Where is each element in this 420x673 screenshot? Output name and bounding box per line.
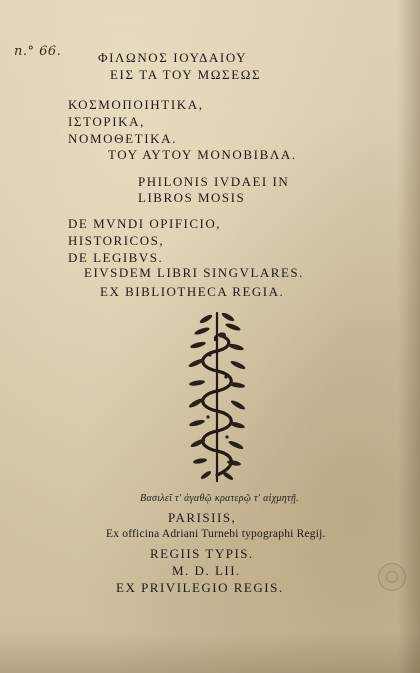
greek-title-line-3: ΚΟΣΜΟΠΟΙΗΤΙΚΑ, <box>68 97 204 112</box>
latin-title-line-6: EIVSDEM LIBRI SINGVLARES. <box>84 265 304 280</box>
device-motto: Βασιλεῖ τ' ἀγαθῷ κρατερῷ τ' αἰχμητῇ. <box>140 493 299 504</box>
greek-title-line-4: ΙΣΤΟΡΙΚΑ, <box>68 114 145 129</box>
latin-title-line-1: PHILONIS IVDAEI IN <box>138 174 290 189</box>
olive-branch-serpent-device <box>186 305 248 485</box>
latin-title-line-5: DE LEGIBVS. <box>68 250 164 265</box>
latin-title-line-7: EX BIBLIOTHECA REGIA. <box>100 284 285 299</box>
greek-title-line-6: ΤΟΥ ΑΥΤΟΥ ΜΟΝΟΒΙΒΛΑ. <box>108 147 297 162</box>
imprint-types: REGIIS TYPIS. <box>150 546 254 561</box>
imprint-city: PARISIIS, <box>168 510 237 525</box>
greek-title-line-2: ΕΙΣ ΤΑ ΤΟΥ ΜΩΣΕΩΣ <box>110 67 262 82</box>
latin-title-line-2: LIBROS MOSIS <box>138 190 246 205</box>
greek-title-line-1: ΦΙΛΩΝΟΣ ΙΟΥΔΑΙΟΥ <box>98 50 248 65</box>
imprint-privilege: EX PRIVILEGIO REGIS. <box>116 580 284 595</box>
handwritten-shelfmark: n.° 66. <box>14 44 62 59</box>
page-bottom-shadow <box>0 633 420 673</box>
library-stamp <box>378 563 406 591</box>
latin-title-line-4: HISTORICOS, <box>68 233 165 248</box>
imprint-year: M. D. LII. <box>172 563 241 578</box>
greek-title-line-5: ΝΟΜΟΘΕΤΙΚΑ. <box>68 131 177 146</box>
latin-title-line-3: DE MVNDI OPIFICIO, <box>68 216 222 231</box>
imprint-printer: Ex officina Adriani Turnebi typographi Regij. <box>106 528 326 540</box>
